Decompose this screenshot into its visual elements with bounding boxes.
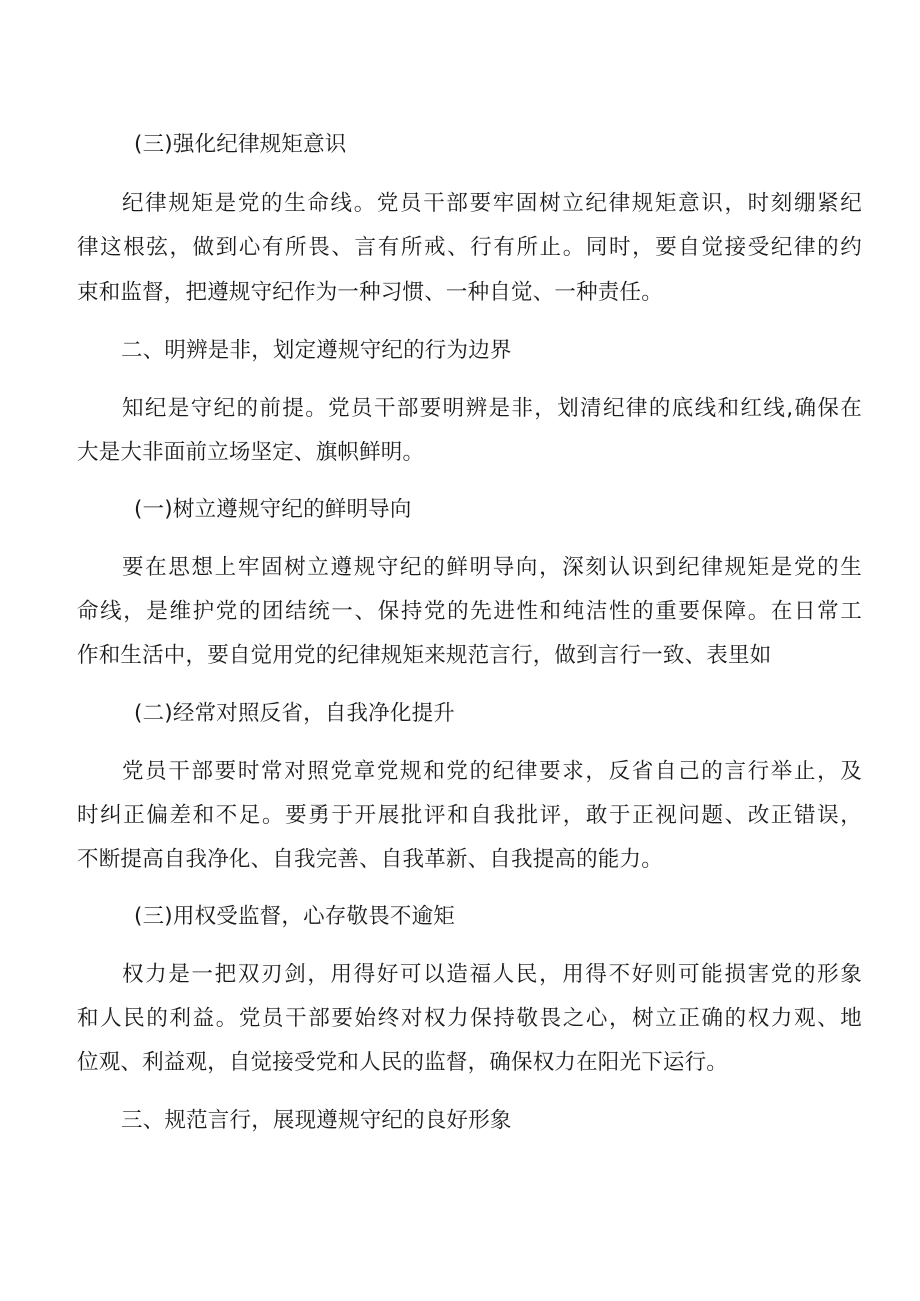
paragraph-line: 大是大非面前立场坚定、旗帜鲜明。 (77, 440, 425, 465)
paragraph-line: 党员干部要时常对照党章党规和党的纪律要求，反省自己的言行举止，及 (122, 759, 862, 784)
paragraph-line: 知纪是守纪的前提。党员干部要明辨是非，划清纪律的底线和红线,确保在 (122, 396, 862, 421)
paragraph-line: 时纠正偏差和不足。要勇于开展批评和自我批评，敢于正视问题、改正错误， (77, 803, 862, 828)
paragraph-line: 束和监督，把遵规守纪作为一种习惯、一种自觉、一种责任。 (77, 280, 663, 305)
subheading-establish-orientation: (一)树立遵规守纪的鲜明导向 (134, 497, 412, 522)
paragraph-line: 命线，是维护党的团结统一、保持党的先进性和纯洁性的重要保障。在日常工 (77, 599, 862, 624)
paragraph-line: 纪律规矩是党的生命线。党员干部要牢固树立纪律规矩意识，时刻绷紧纪 (122, 191, 862, 216)
subheading-self-reflection: (二)经常对照反省，自我净化提升 (134, 701, 455, 726)
paragraph-line: 不断提高自我净化、自我完善、自我革新、自我提高的能力。 (77, 847, 663, 872)
subheading-strengthen-discipline: (三)强化纪律规矩意识 (134, 132, 347, 157)
paragraph-line: 要在思想上牢固树立遵规守纪的鲜明导向，深刻认识到纪律规矩是党的生 (122, 555, 862, 580)
paragraph-line: 作和生活中，要自觉用党的纪律规矩来规范言行，做到言行一致、表里如 (77, 643, 772, 668)
subheading-power-supervision: (三)用权受监督，心存敬畏不逾矩 (134, 904, 455, 929)
heading-distinguish-right-wrong: 二、明辨是非，划定遵规守纪的行为边界 (121, 338, 512, 363)
paragraph-line: 和人民的利益。党员干部要始终对权力保持敬畏之心，树立正确的权力观、地 (77, 1006, 862, 1031)
heading-regulate-conduct: 三、规范言行，展现遵规守纪的良好形象 (121, 1108, 512, 1133)
paragraph-line: 律这根弦，做到心有所畏、言有所戒、行有所止。同时，要自觉接受纪律的约 (77, 235, 862, 260)
paragraph-line: 位观、利益观，自觉接受党和人民的监督，确保权力在阳光下运行。 (77, 1050, 729, 1075)
paragraph-line: 权力是一把双刃剑，用得好可以造福人民，用得不好则可能损害党的形象 (122, 962, 862, 987)
